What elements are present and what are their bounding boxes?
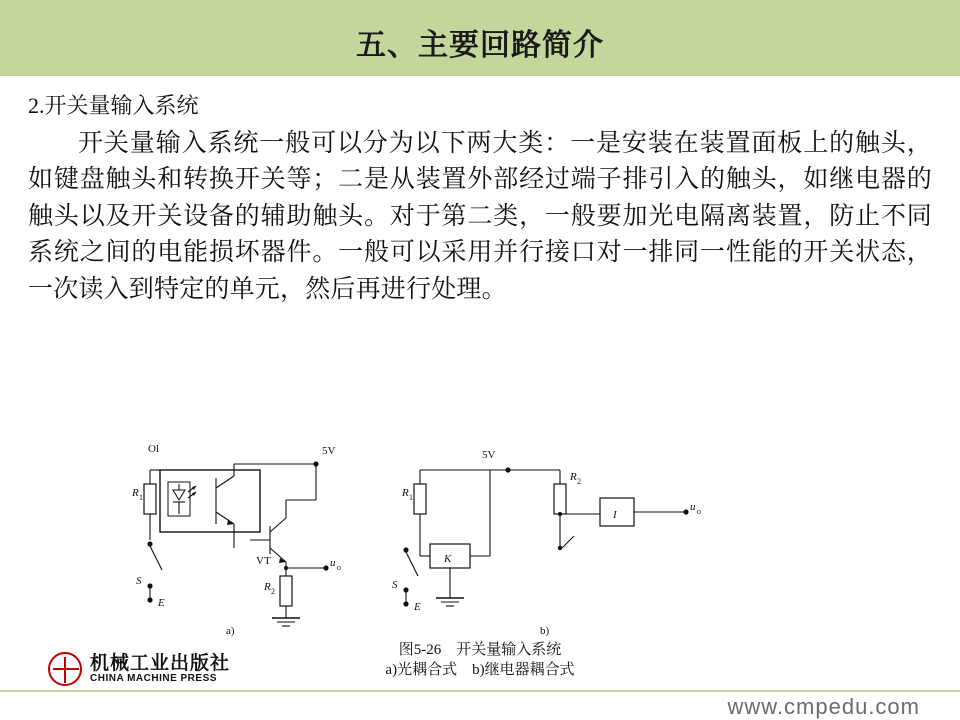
label-r1-right: R [402, 487, 409, 499]
logo-chinese-name: 机械工业出版社 [90, 651, 231, 674]
body-paragraph: 开关量输入系统一般可以分为以下两大类：一是安装在装置面板上的触头，如键盘触头和转换开关等；二是从装置外部经过端子排引入的触头，如继电器的触头以及开关设备的辅助触头。对于第二类，一般要加光电隔离装置，防止不同系统之间的电能损坏器件。一般可以采用并行接口对一排同一性能的开关状态，一次读入到特定的单元，然后再进行处理。 [28, 129, 932, 303]
label-5v-left: 5V [322, 445, 336, 457]
label-s-left: S [136, 575, 142, 587]
label-r1-right-sub: 1 [409, 493, 413, 502]
figure-caption-line1: 图5-26 开关量输入系统 [398, 642, 562, 658]
label-e-left: E [158, 597, 165, 609]
label-subfig-a: a) [226, 625, 235, 637]
label-uo-left-sub: o [337, 563, 341, 572]
section-subtitle: 2.开关量输入系统 [28, 93, 199, 118]
logo-english-name: CHINA MACHINE PRESS [90, 672, 217, 684]
label-e-right: E [414, 601, 421, 613]
label-ol: Ol [148, 443, 159, 455]
page-title: 五、主要回路简介 [356, 28, 604, 63]
label-r2-left: R [264, 581, 271, 593]
label-r2-right: R [570, 471, 577, 483]
label-s-right: S [392, 579, 398, 591]
press-wheel-icon [48, 652, 82, 686]
label-uo-left: u [330, 557, 336, 569]
publisher-logo [48, 652, 230, 686]
label-vt: VT [256, 555, 271, 567]
label-uo-right: u [690, 501, 696, 513]
label-r1-left: R [132, 487, 139, 499]
website-url: www.cmpedu.com [727, 694, 920, 719]
circuit-svg [130, 440, 830, 640]
figure-circuit-diagram [0, 440, 960, 670]
label-r1-left-sub: 1 [139, 493, 143, 502]
label-k-right: K [444, 553, 452, 565]
label-r2-right-sub: 2 [577, 477, 581, 486]
logo-text [90, 651, 231, 684]
label-i-right: I [613, 509, 617, 521]
label-r2-left-sub: 2 [271, 587, 275, 596]
label-subfig-b: b) [540, 625, 550, 637]
footer-divider [0, 690, 960, 692]
content-body [28, 92, 932, 308]
label-uo-right-sub: o [697, 507, 701, 516]
label-5v-right: 5V [482, 449, 496, 461]
figure-caption-line2: a)光耦合式 b)继电器耦合式 [385, 662, 575, 679]
